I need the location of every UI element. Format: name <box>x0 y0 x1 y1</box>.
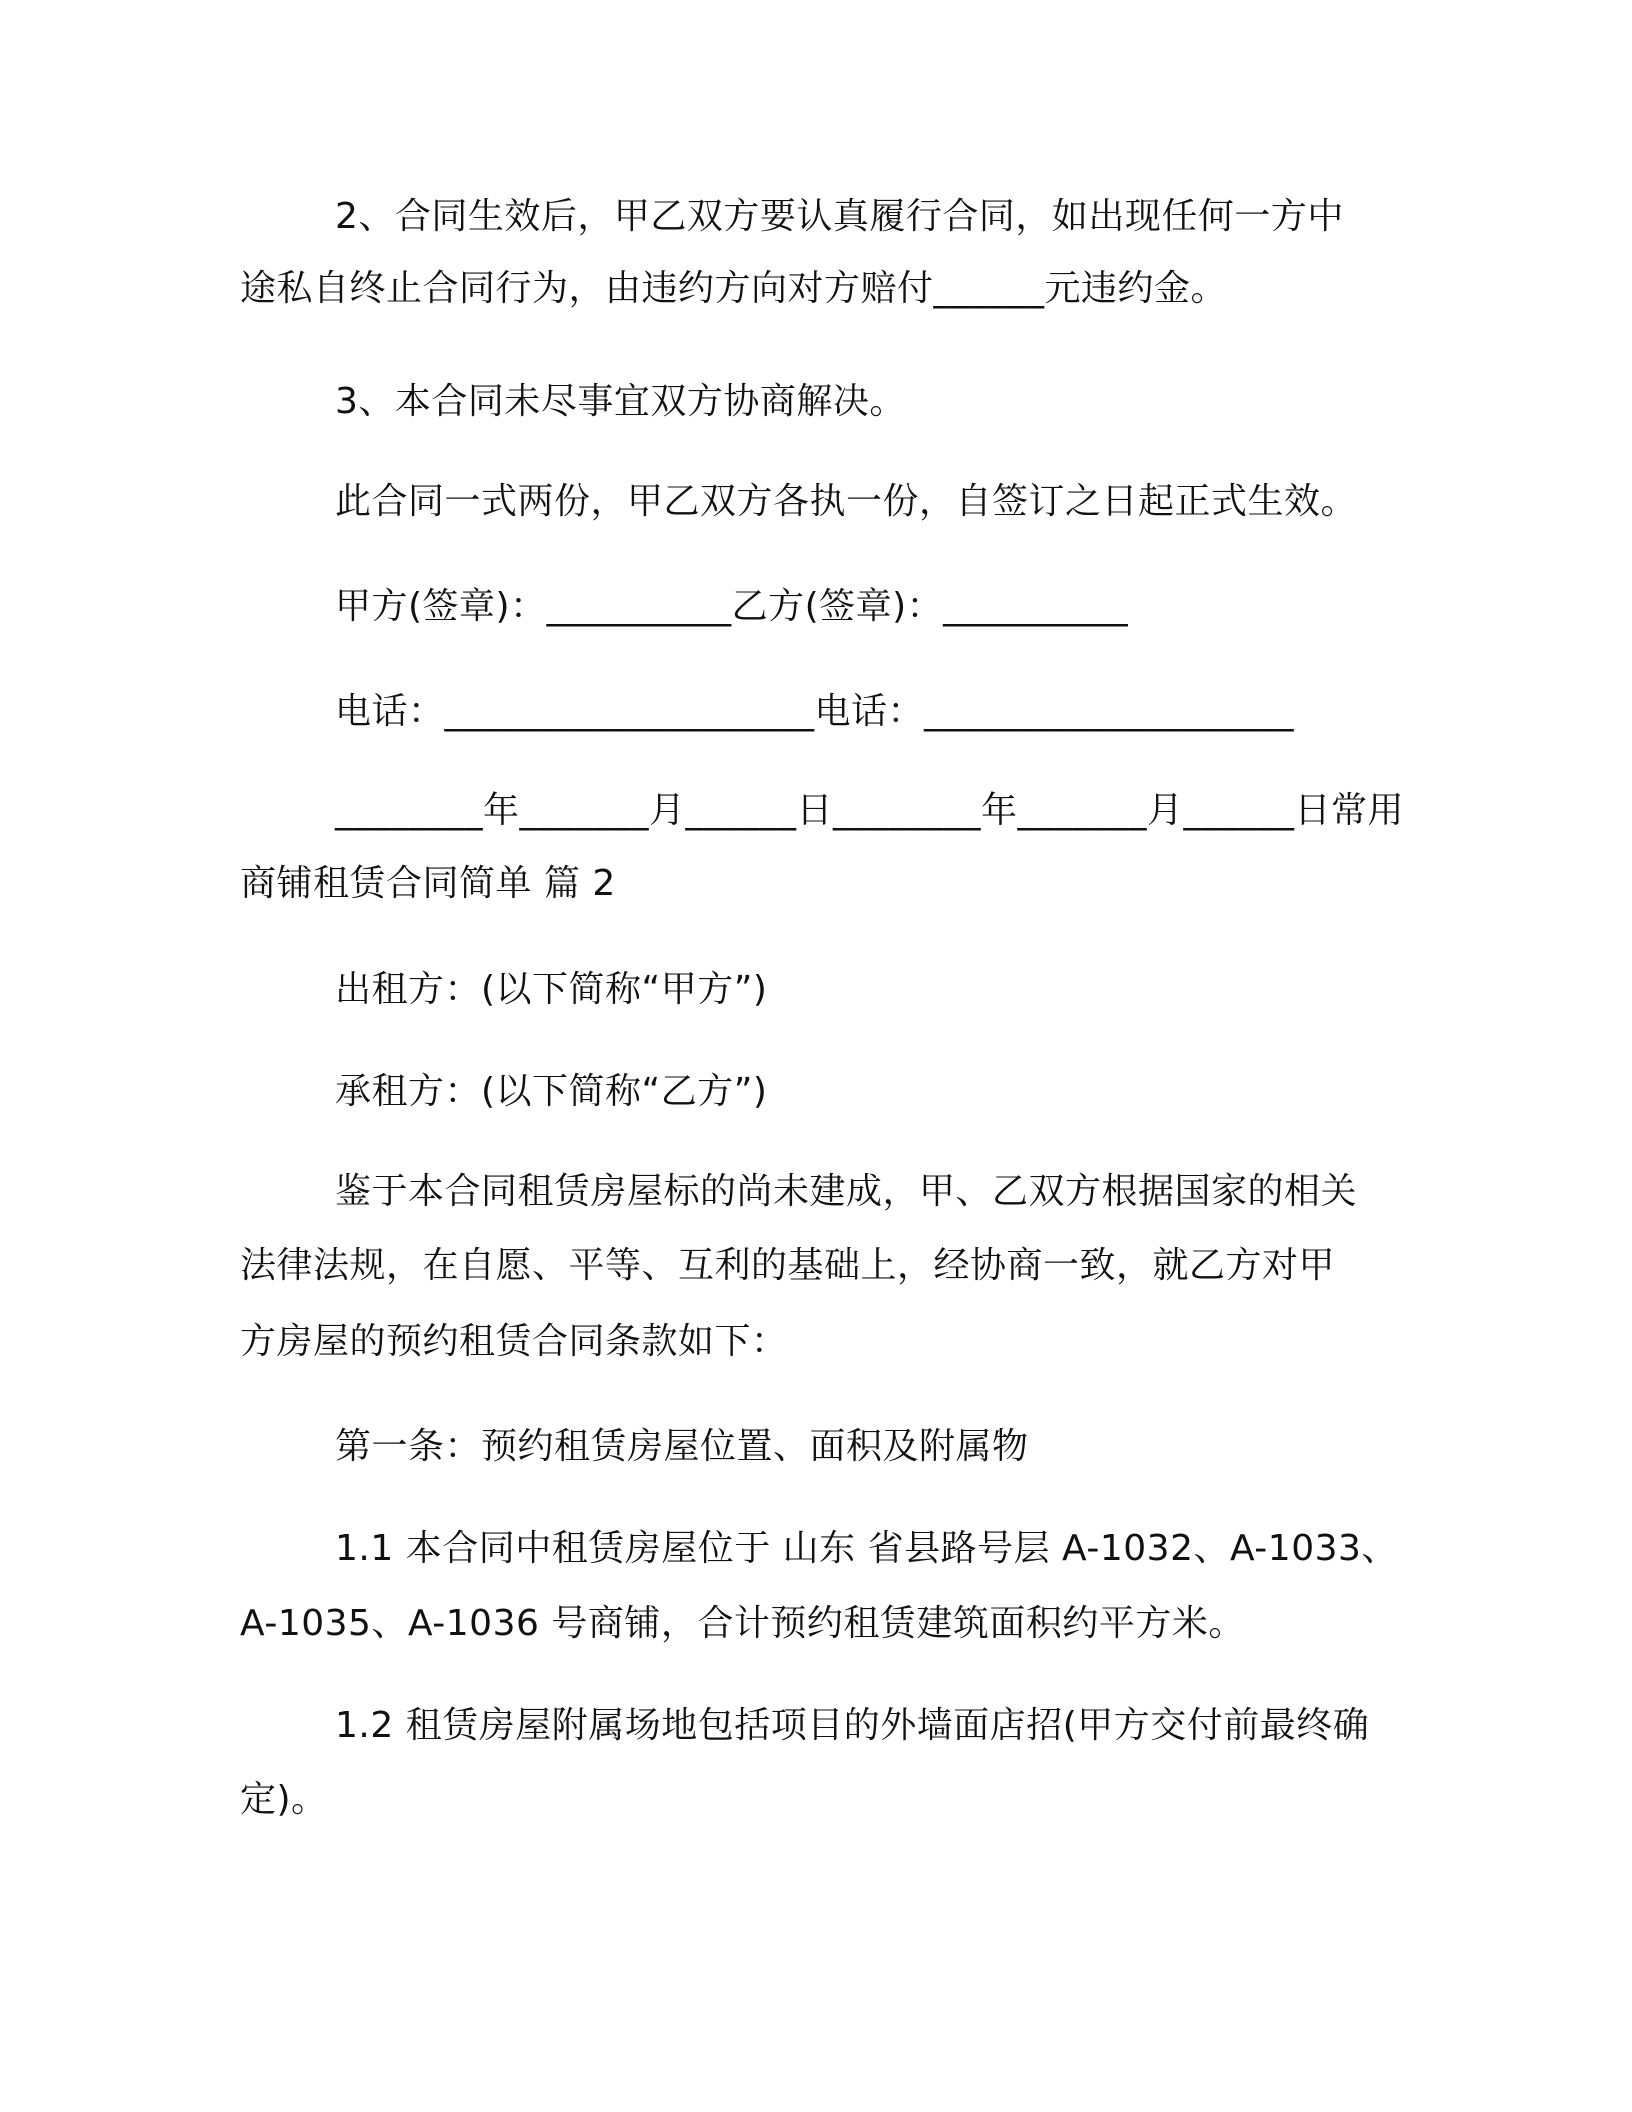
clause-1-2-line-2: 定)。 <box>240 1779 328 1820</box>
lessee-line: 承租方：(以下简称“乙方”) <box>335 1071 768 1112</box>
contract-2-title: 商铺租赁合同简单 篇 2 <box>240 863 616 904</box>
signature-line: 甲方(签章)：__________乙方(签章)：__________ <box>335 586 1129 627</box>
clause-2-line-2: 途私自终止合同行为，由违约方向对方赔付______元违约金。 <box>240 268 1228 309</box>
clause-3: 3、本合同未尽事宜双方协商解决。 <box>335 381 906 422</box>
clause-1-1-line-2: A-1035、A-1036 号商铺，合计预约租赁建筑面积约平方米。 <box>240 1603 1245 1644</box>
clause-2-line-1: 2、合同生效后，甲乙双方要认真履行合同，如出现任何一方中 <box>335 196 1344 237</box>
clause-1-2-line-1: 1.2 租赁房屋附属场地包括项目的外墙面店招(甲方交付前最终确 <box>335 1705 1370 1746</box>
preamble-line-1: 鉴于本合同租赁房屋标的尚未建成，甲、乙双方根据国家的相关 <box>335 1171 1358 1212</box>
lessor-line: 出租方：(以下简称“甲方”) <box>335 969 768 1010</box>
date-line: ________年_______月______日________年_______月______日常用 <box>335 790 1404 831</box>
preamble-line-2: 法律法规，在自愿、平等、互利的基础上，经协商一致，就乙方对甲 <box>240 1245 1336 1286</box>
clause-1-1-line-1: 1.1 本合同中租赁房屋位于 山东 省县路号层 A-1032、A-1033、 <box>335 1528 1398 1569</box>
article-1-heading: 第一条：预约租赁房屋位置、面积及附属物 <box>335 1426 1029 1467</box>
copies-statement: 此合同一式两份，甲乙双方各执一份，自签订之日起正式生效。 <box>335 481 1358 522</box>
preamble-line-3: 方房屋的预约租赁合同条款如下： <box>240 1321 788 1362</box>
phone-line: 电话：____________________电话：____________________ <box>335 691 1295 732</box>
